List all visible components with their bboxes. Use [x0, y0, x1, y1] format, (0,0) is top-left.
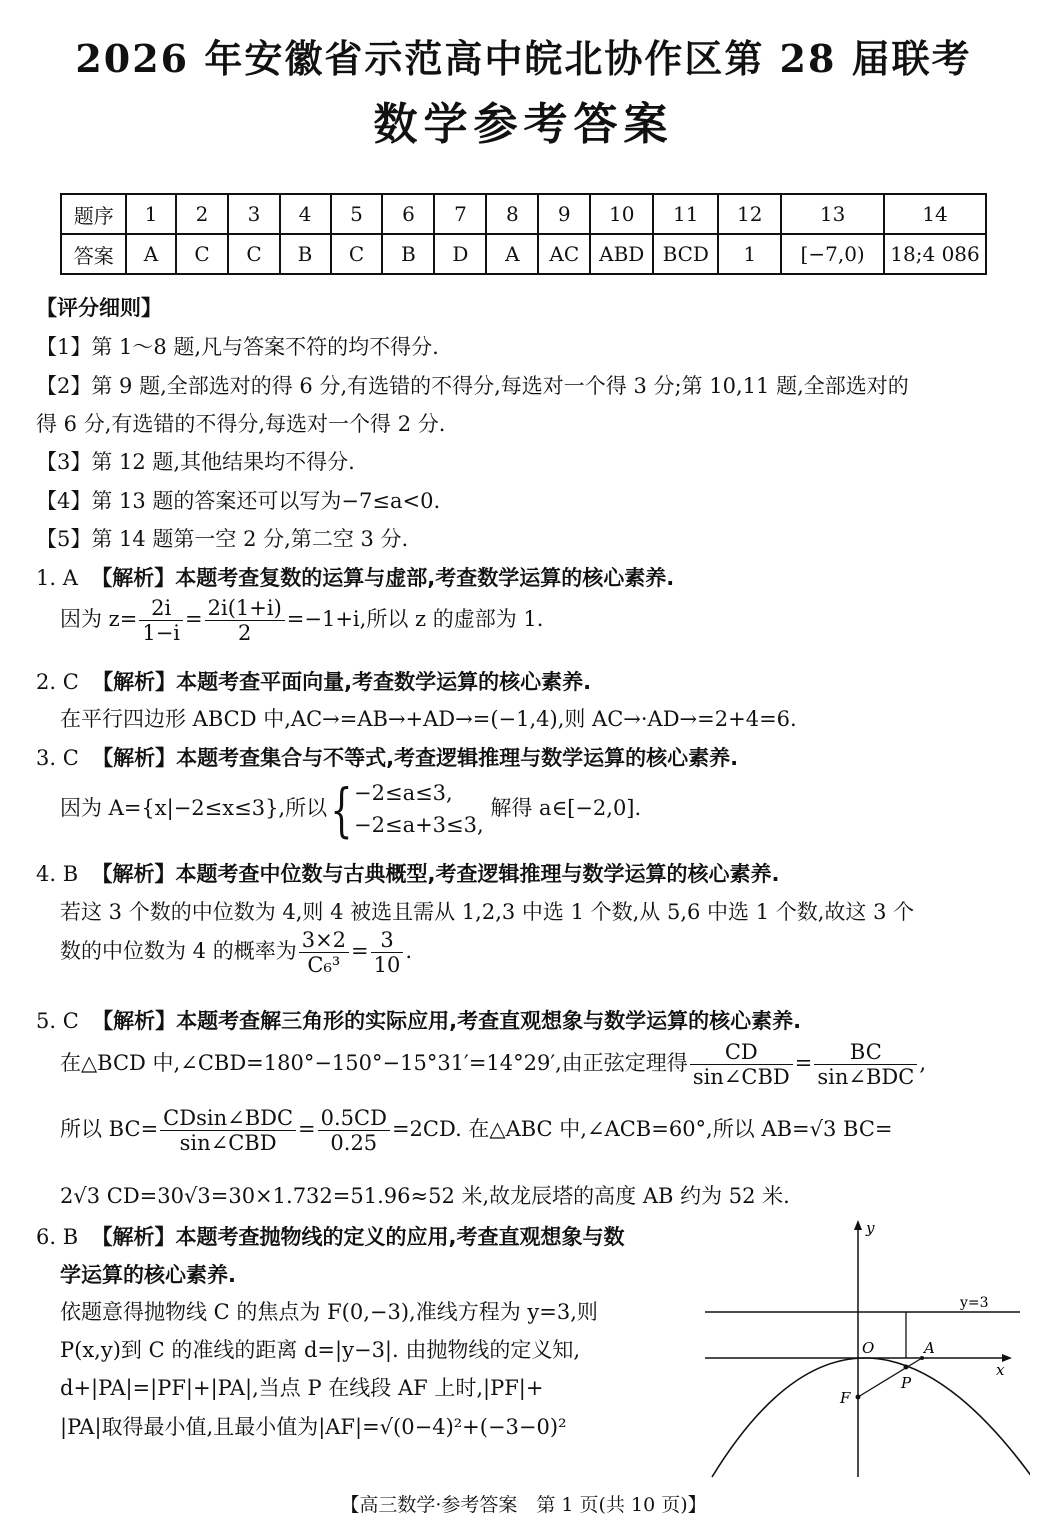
- table-cell: 14: [884, 194, 986, 234]
- fraction: $\frac{3}{10}$: [371, 928, 404, 977]
- q5-text: 所以 BC=: [60, 1117, 159, 1142]
- q1-number: 1. A: [36, 566, 78, 590]
- q5-heading: [36, 1005, 801, 1035]
- q3-text: 因为 A={x|−2≤x≤3},所以: [60, 796, 328, 820]
- table-cell: D: [434, 234, 486, 274]
- scoring-heading: 【评分细则】: [36, 296, 162, 320]
- q3-analysis-heading: 【解析】本题考查集合与不等式,考查逻辑推理与数学运算的核心素养.: [92, 746, 739, 770]
- table-cell: 10: [590, 194, 653, 234]
- table-cell: 9: [538, 194, 590, 234]
- fraction: $\frac{3\times 2}{\text{C₆³}}$: [299, 928, 349, 977]
- q2-body: 在平行四边形 ABCD 中,AC→=AB→+AD→=(−1,4),则 AC→·AD→=2+4=6.: [60, 707, 797, 731]
- q1-heading: [36, 562, 674, 592]
- q5-text-end: =2CD. 在△ABC 中,∠ACB=60°,所以 AB=√3 BC=: [391, 1117, 893, 1142]
- q6-number: 6. B: [36, 1225, 79, 1249]
- parabola-figure: [700, 1215, 1030, 1485]
- q2-number: 2. C: [36, 670, 79, 694]
- fraction: $\frac{2i}{1-i}$: [139, 596, 183, 645]
- table-cell: 5: [331, 194, 383, 234]
- fraction: $\frac{2i(1+i)}{2}$: [205, 596, 285, 645]
- table-cell: 7: [434, 194, 486, 234]
- table-cell: A: [486, 234, 538, 274]
- q6-heading: [36, 1221, 625, 1251]
- q5-analysis-heading: 【解析】本题考查解三角形的实际应用,考查直观想象与数学运算的核心素养.: [92, 1009, 802, 1033]
- q1-analysis-heading: 【解析】本题考查复数的运算与虚部,考查数学运算的核心素养.: [91, 566, 675, 590]
- q4-analysis-heading: 【解析】本题考查中位数与古典概型,考查逻辑推理与数学运算的核心素养.: [91, 862, 780, 886]
- q4-number: 4. B: [36, 862, 79, 886]
- table-cell: 1: [126, 194, 175, 234]
- q4-text: 数的中位数为 4 的概率为: [60, 939, 297, 964]
- table-cell: C: [176, 234, 229, 274]
- parabola-curve: [712, 1358, 1030, 1477]
- table-cell: 答案: [61, 234, 126, 274]
- q4-line2: 数的中位数为 4 的概率为 $\frac{3\times 2}{\text{C₆³}}$ = $\frac{3}{10}$ .: [60, 928, 413, 978]
- y-axis-label: y: [866, 1219, 875, 1237]
- q6-line2: P(x,y)到 C 的准线的距离 d=|y−3|. 由抛物线的定义知,: [60, 1338, 581, 1362]
- left-brace: {: [330, 775, 353, 844]
- table-cell: 12: [718, 194, 781, 234]
- table-row: [61, 194, 986, 234]
- y-axis-arrow: [854, 1220, 862, 1230]
- q3-body: [60, 775, 642, 844]
- q4-line1: 若这 3 个数的中位数为 4,则 4 被选且需从 1,2,3 中选 1 个数,从 5,6 中选 1 个数,故这 3 个: [60, 900, 915, 924]
- table-cell: [−7,0): [781, 234, 884, 274]
- q2-analysis-heading: 【解析】本题考查平面向量,考查数学运算的核心素养.: [92, 670, 592, 694]
- table-cell: 6: [382, 194, 434, 234]
- table-cell: 8: [486, 194, 538, 234]
- table-cell: ABD: [590, 234, 653, 274]
- table-row: [61, 234, 986, 274]
- table-cell: C: [331, 234, 383, 274]
- page-footer: 【高三数学·参考答案 第 1 页(共 10 页)】: [340, 1494, 707, 1516]
- table-cell: 13: [781, 194, 884, 234]
- table-cell: BCD: [653, 234, 718, 274]
- q4-heading: [36, 858, 779, 888]
- table-cell: 11: [653, 194, 718, 234]
- scoring-item: 【5】第 14 题第一空 2 分,第二空 3 分.: [36, 527, 409, 551]
- q5-number: 5. C: [36, 1009, 79, 1033]
- table-cell: 3: [228, 194, 279, 234]
- point-f: [856, 1395, 861, 1400]
- q6-analysis-heading: 【解析】本题考查抛物线的定义的应用,考查直观想象与数: [91, 1225, 625, 1249]
- q6-heading-cont: 学运算的核心素养.: [60, 1263, 236, 1287]
- q5-line1: 在△BCD 中,∠CBD=180°−150°−15°31′=14°29′,由正弦定理得 $\frac{CD}{\text{sin∠CBD}}$ = $\frac{BC}{\text{sin∠BDC}}$ ,: [60, 1040, 927, 1090]
- table-cell: B: [280, 234, 331, 274]
- q6-line1: 依题意得抛物线 C 的焦点为 F(0,−3),准线方程为 y=3,则: [60, 1300, 598, 1324]
- answer-table: [60, 193, 987, 275]
- table-cell: 18;4 086: [884, 234, 986, 274]
- fraction: $\frac{CD}{\text{sin∠CBD}}$: [690, 1040, 793, 1089]
- q3-heading: [36, 742, 738, 772]
- q2-heading: [36, 666, 591, 696]
- q1-text-end: =−1+i,所以 z 的虚部为 1.: [286, 607, 544, 632]
- q5-line3: 2√3 CD=30√3=30×1.732=51.96≈52 米,故龙辰塔的高度 AB 约为 52 米.: [60, 1184, 790, 1208]
- inequality-system: −2≤a≤3, −2≤a+3≤3,: [354, 781, 484, 837]
- q6-line3: d+|PA|=|PF|+|PA|,当点 P 在线段 AF 上时,|PF|+: [60, 1376, 544, 1400]
- table-cell: AC: [538, 234, 590, 274]
- q3-text-end: 解得 a∈[−2,0].: [490, 796, 642, 820]
- point-p-label: P: [901, 1374, 912, 1392]
- segment-af: [858, 1358, 922, 1397]
- q5-line2: 所以 BC= $\frac{\text{CDsin∠BDC}}{\text{sin∠CBD}}$ = $\frac{0.5CD}{0.25}$ =2CD. 在△ABC 中,∠ACB=60°,所以 AB=√3 BC=: [60, 1106, 893, 1156]
- x-axis-label: x: [996, 1361, 1005, 1379]
- fraction: $\frac{0.5CD}{0.25}$: [318, 1106, 390, 1155]
- table-cell: 题序: [61, 194, 126, 234]
- point-f-label: F: [840, 1389, 851, 1407]
- fraction: $\frac{BC}{\text{sin∠BDC}}$: [814, 1040, 917, 1089]
- table-cell: 2: [176, 194, 229, 234]
- table-cell: 4: [280, 194, 331, 234]
- scoring-item: 【2】第 9 题,全部选对的得 6 分,有选错的不得分,每选对一个得 3 分;第 10,11 题,全部选对的: [36, 374, 909, 398]
- q1-text: 因为 z=: [60, 607, 138, 632]
- table-cell: 1: [718, 234, 781, 274]
- page-subtitle: 数学参考答案: [373, 99, 674, 150]
- scoring-item: 得 6 分,有选错的不得分,每选对一个得 2 分.: [36, 412, 446, 436]
- q5-text: 在△BCD 中,∠CBD=180°−150°−15°31′=14°29′,由正弦定理得: [60, 1051, 688, 1076]
- point-p: [904, 1365, 909, 1370]
- page-title: 2026 年安徽省示范高中皖北协作区第 28 届联考: [75, 36, 972, 81]
- table-cell: B: [382, 234, 434, 274]
- origin-label: O: [862, 1339, 875, 1357]
- table-cell: C: [228, 234, 279, 274]
- scoring-item: 【4】第 13 题的答案还可以写为−7≤a<0.: [36, 489, 441, 513]
- directrix-label: y=3: [960, 1295, 989, 1311]
- point-a-label: A: [924, 1339, 935, 1357]
- q3-number: 3. C: [36, 746, 79, 770]
- q6-line4: |PA|取得最小值,且最小值为|AF|=√(0−4)²+(−3−0)²: [60, 1415, 567, 1439]
- scoring-item: 【1】第 1～8 题,凡与答案不符的均不得分.: [36, 335, 439, 359]
- q1-body: 因为 z= $\frac{2i}{1-i}$ = $\frac{2i(1+i)}{2}$ =−1+i,所以 z 的虚部为 1.: [60, 596, 544, 646]
- fraction: $\frac{\text{CDsin∠BDC}}{\text{sin∠CBD}}$: [160, 1106, 296, 1155]
- table-cell: A: [126, 234, 175, 274]
- scoring-item: 【3】第 12 题,其他结果均不得分.: [36, 450, 355, 474]
